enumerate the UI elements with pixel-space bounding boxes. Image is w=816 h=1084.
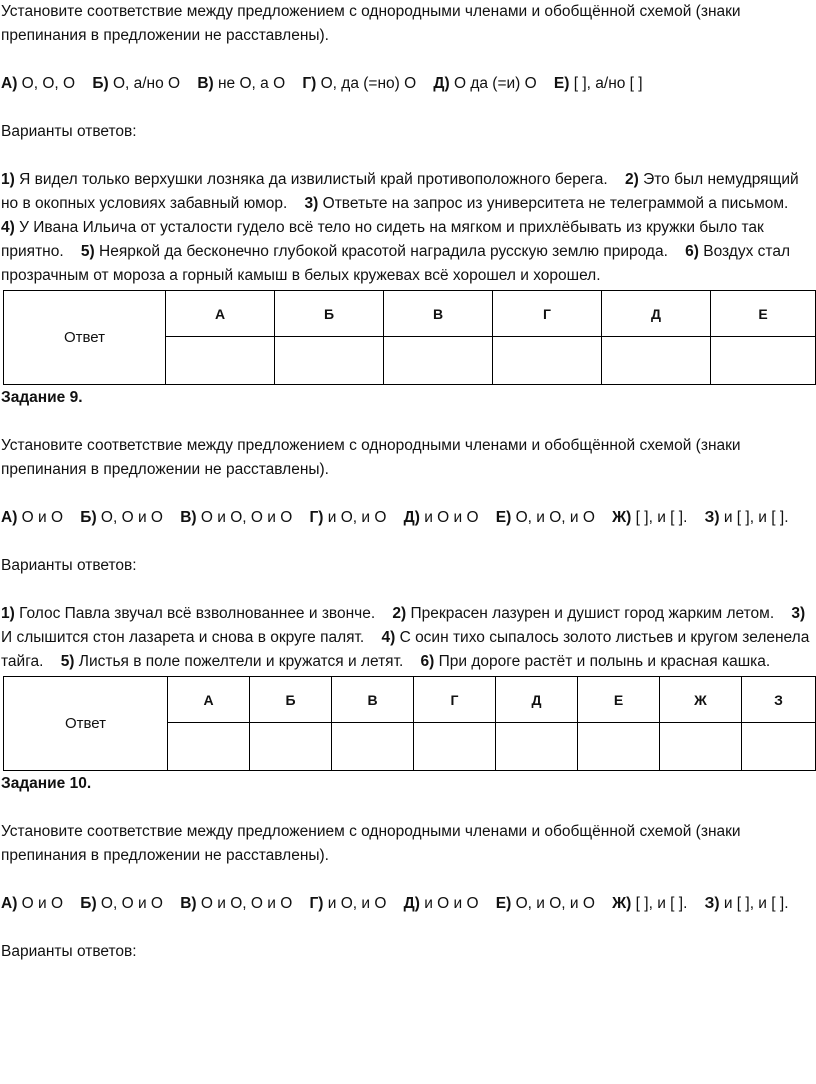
answer-cell[interactable]	[332, 723, 414, 771]
task8-variants-label: Варианты ответов:	[1, 123, 137, 140]
option-number: 1)	[1, 171, 15, 188]
scheme-letter: Ж)	[612, 895, 632, 912]
option-text: Листья в поле пожелтели и кружатся и летят.	[78, 653, 404, 670]
column-header: Е	[711, 291, 816, 337]
scheme-letter: Е)	[553, 75, 570, 92]
task8-answer-table	[3, 290, 816, 385]
task8-options	[1, 168, 814, 288]
scheme-text: и [ ], и [ ].	[723, 895, 789, 912]
scheme-letter: Г)	[309, 895, 324, 912]
column-header: Ж	[660, 677, 742, 723]
scheme-text: О, и О, и О	[515, 895, 595, 912]
task9-variants-label: Варианты ответов:	[1, 557, 137, 574]
scheme-text: и О и О	[424, 509, 479, 526]
option-text: У Ивана Ильича от усталости гудело всё тело но сидеть на мягком и прихлёбывать из кружки было так приятно.	[1, 219, 764, 260]
scheme-letter: А)	[1, 75, 18, 92]
option-text: Я видел только верхушки лозняка да извилистый край противоположного берега.	[19, 171, 608, 188]
task9-title: Задание 9.	[1, 389, 83, 406]
answer-cell[interactable]	[166, 337, 275, 385]
scheme-letter: Б)	[80, 895, 97, 912]
scheme-text: не О, а О	[217, 75, 286, 92]
option-number: 5)	[60, 653, 75, 670]
scheme-text: и О и О	[424, 895, 479, 912]
answer-cell[interactable]	[384, 337, 493, 385]
worksheet-page	[1, 0, 814, 964]
task10-variants-label: Варианты ответов:	[1, 943, 137, 960]
option-text: Прекрасен лазурен и душист город жарким летом.	[410, 605, 775, 622]
column-header: А	[166, 291, 275, 337]
option-number: 5)	[80, 243, 95, 260]
column-header: Г	[493, 291, 602, 337]
scheme-text: О, да (=но) О	[320, 75, 417, 92]
scheme-text: [ ], а/но [ ]	[573, 75, 643, 92]
task8-schemes	[1, 72, 814, 96]
scheme-letter: В)	[180, 895, 197, 912]
option-number: 4)	[1, 219, 15, 236]
column-header: Б	[275, 291, 384, 337]
option-number: 4)	[381, 629, 396, 646]
scheme-letter: Б)	[92, 75, 109, 92]
option-text: При дороге растёт и полынь и красная кашка.	[438, 653, 771, 670]
option-text: Голос Павла звучал всё взволнованнее и звонче.	[19, 605, 376, 622]
scheme-text: [ ], и [ ].	[635, 895, 688, 912]
option-number: 2)	[392, 605, 407, 622]
scheme-text: О и О	[21, 895, 64, 912]
column-header: В	[384, 291, 493, 337]
column-header: Д	[602, 291, 711, 337]
column-header: В	[332, 677, 414, 723]
scheme-letter: Д)	[403, 895, 420, 912]
scheme-letter: В)	[180, 509, 197, 526]
task10-schemes	[1, 892, 814, 916]
scheme-letter: З)	[704, 895, 720, 912]
answer-label: Ответ	[4, 291, 166, 385]
option-text: И слышится стон лазарета и снова в округе палят.	[1, 629, 365, 646]
option-number: 3)	[791, 605, 806, 622]
option-text: Ответьте на запрос из университета не телеграммой а письмом.	[322, 195, 789, 212]
scheme-text: и [ ], и [ ].	[723, 509, 789, 526]
answer-cell[interactable]	[496, 723, 578, 771]
option-text: Неяркой да бесконечно глубокой красотой наградила русскую землю природа.	[99, 243, 668, 260]
scheme-text: и О, и О	[327, 509, 387, 526]
task9-schemes	[1, 506, 814, 530]
answer-cell[interactable]	[168, 723, 250, 771]
scheme-text: О, и О, и О	[515, 509, 595, 526]
scheme-text: О, а/но О	[112, 75, 181, 92]
column-header: А	[168, 677, 250, 723]
task9-options	[1, 602, 814, 674]
scheme-letter: Г)	[309, 509, 324, 526]
answer-label: Ответ	[4, 677, 168, 771]
scheme-text: О и О, О и О	[200, 509, 293, 526]
column-header: З	[742, 677, 816, 723]
answer-cell[interactable]	[493, 337, 602, 385]
scheme-text: О, О и О	[100, 509, 163, 526]
answer-cell[interactable]	[275, 337, 384, 385]
option-number: 6)	[420, 653, 435, 670]
answer-cell[interactable]	[578, 723, 660, 771]
answer-cell[interactable]	[602, 337, 711, 385]
column-header: Г	[414, 677, 496, 723]
scheme-letter: А)	[1, 895, 18, 912]
task9-instruction: Установите соответствие между предложением с однородными членами и обобщённой схемой (знаки препинания в предложении не расставлены).	[1, 437, 741, 478]
task9-answer-table	[3, 676, 816, 771]
option-text: Это был немудрящий но в окопных условиях забавный юмор.	[1, 171, 799, 212]
option-number: 1)	[1, 605, 15, 622]
scheme-letter: Г)	[302, 75, 317, 92]
scheme-letter: Д)	[403, 509, 420, 526]
scheme-text: О да (=и) О	[453, 75, 537, 92]
task8-instruction: Установите соответствие между предложением с однородными членами и обобщённой схемой (знаки препинания в предложении не расставлены).	[1, 3, 741, 44]
column-header: Е	[578, 677, 660, 723]
scheme-letter: Б)	[80, 509, 97, 526]
task10-instruction: Установите соответствие между предложением с однородными членами и обобщённой схемой (знаки препинания в предложении не расставлены).	[1, 823, 741, 864]
scheme-letter: А)	[1, 509, 18, 526]
scheme-text: О, О, О	[21, 75, 76, 92]
scheme-letter: В)	[197, 75, 214, 92]
column-header: Д	[496, 677, 578, 723]
scheme-text: О и О, О и О	[200, 895, 293, 912]
option-text: С осин тихо сыпалось золото листьев и кругом зеленела тайга.	[1, 629, 810, 670]
option-number: 2)	[624, 171, 639, 188]
task10-title: Задание 10.	[1, 775, 92, 792]
answer-cell[interactable]	[742, 723, 816, 771]
scheme-letter: Е)	[495, 895, 512, 912]
answer-cell[interactable]	[660, 723, 742, 771]
column-header: Б	[250, 677, 332, 723]
option-text: Воздух стал прозрачным от мороза а горный камыш в белых кружевах всё хорошел и хорошел.	[1, 243, 790, 284]
answer-cell[interactable]	[414, 723, 496, 771]
answer-cell[interactable]	[711, 337, 816, 385]
scheme-text: О и О	[21, 509, 64, 526]
option-number: 3)	[304, 195, 319, 212]
scheme-text: О, О и О	[100, 895, 163, 912]
option-number: 6)	[685, 243, 699, 260]
scheme-text: и О, и О	[327, 895, 387, 912]
answer-cell[interactable]	[250, 723, 332, 771]
scheme-letter: З)	[704, 509, 720, 526]
scheme-letter: Е)	[495, 509, 512, 526]
scheme-letter: Д)	[433, 75, 450, 92]
scheme-letter: Ж)	[612, 509, 632, 526]
scheme-text: [ ], и [ ].	[635, 509, 688, 526]
